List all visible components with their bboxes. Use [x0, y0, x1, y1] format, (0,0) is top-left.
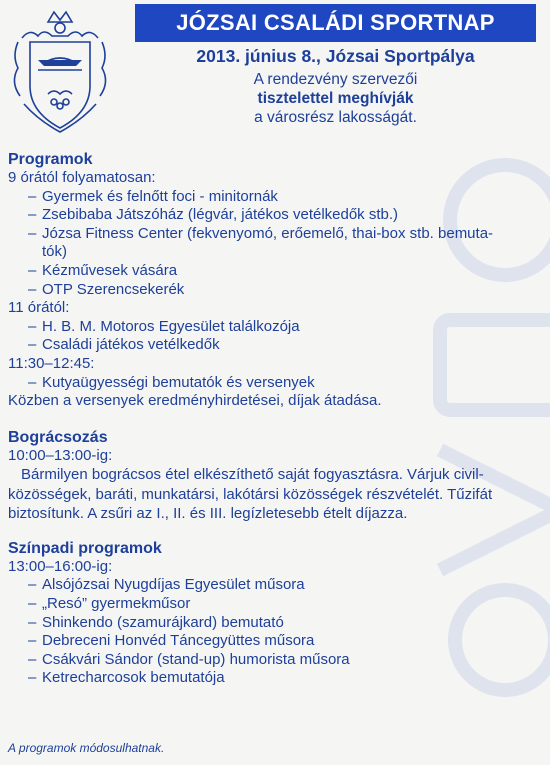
invitation-text [135, 70, 536, 127]
list-item: – Gyermek és felnőtt foci - minitornák [28, 187, 278, 205]
invite-line: a városrész lakosságát. [254, 109, 417, 126]
program-content [8, 150, 538, 688]
list-item: – OTP Szerencsekerék [28, 280, 185, 298]
coat-of-arms-icon [8, 8, 112, 136]
list-item: – Shinkendo (szamurájkard) bemutató [28, 613, 284, 631]
list-item: – Csákvári Sándor (stand-up) humorista műsora [28, 650, 350, 668]
invite-line-emphasis: tisztelettel meghívják [257, 90, 414, 107]
list-item: – „Resó” gyermekműsor [28, 595, 191, 612]
stage-section [8, 539, 538, 688]
section-title-stage: Színpadi programok [8, 539, 162, 557]
event-date-place: 2013. június 8., Józsai Sportpálya [196, 46, 475, 66]
list-item: – Debreceni Honvéd Táncegyüttes műsora [28, 632, 315, 650]
invite-line: A rendezvény szervezői [253, 71, 418, 88]
programs-closing-text: Közben a versenyek eredményhirdetései, díjak átadása. [8, 392, 382, 410]
time-label: 10:00–13:00-ig: [8, 446, 113, 464]
footnote: A programok módosulhatnak. [8, 741, 165, 755]
cooking-section [8, 428, 538, 524]
list-item: – Családi játékos vetélkedők [28, 336, 220, 354]
list-item: – Józsa Fitness Center (fekvenyomó, erőemelő, thai-box stb. bemuta- [28, 224, 494, 242]
list-item: – H. B. M. Motoros Egyesület találkozója [28, 317, 300, 335]
section-title-programs: Programok [8, 151, 93, 168]
programs-section [8, 150, 538, 411]
section-title-cooking: Bográcsozás [8, 428, 108, 446]
list-item: – Alsójózsai Nyugdíjas Egyesület műsora [28, 576, 305, 594]
list-item-continuation: tók) [42, 243, 68, 261]
list-item: – Kutyaügyességi bemutatók és versenyek [28, 373, 315, 391]
time-label: 13:00–16:00-ig: [8, 557, 113, 575]
cooking-paragraph: Bármilyen bográcsos étel elkészíthető saját fogyasztásra. Várjuk civil- közösségek, baráti, munkatársi, lakótársi közösségek részvételét. Tűzifát biztosítunk. A zsűri az I., II. és III. legízletesebb ételt díjazza. [8, 466, 493, 523]
time-label: 11 órától: [8, 299, 70, 317]
list-item: – Zsebibaba Játszóház (légvár, játékos vetélkedők stb.) [28, 206, 399, 224]
list-item: – Ketrecharcosok bemutatója [28, 669, 225, 687]
time-label: 11:30–12:45: [8, 354, 95, 372]
event-title: JÓZSAI CSALÁDI SPORTNAP [135, 4, 536, 42]
list-item: – Kézművesek vására [28, 261, 178, 279]
time-label: 9 órától folyamatosan: [8, 169, 156, 186]
